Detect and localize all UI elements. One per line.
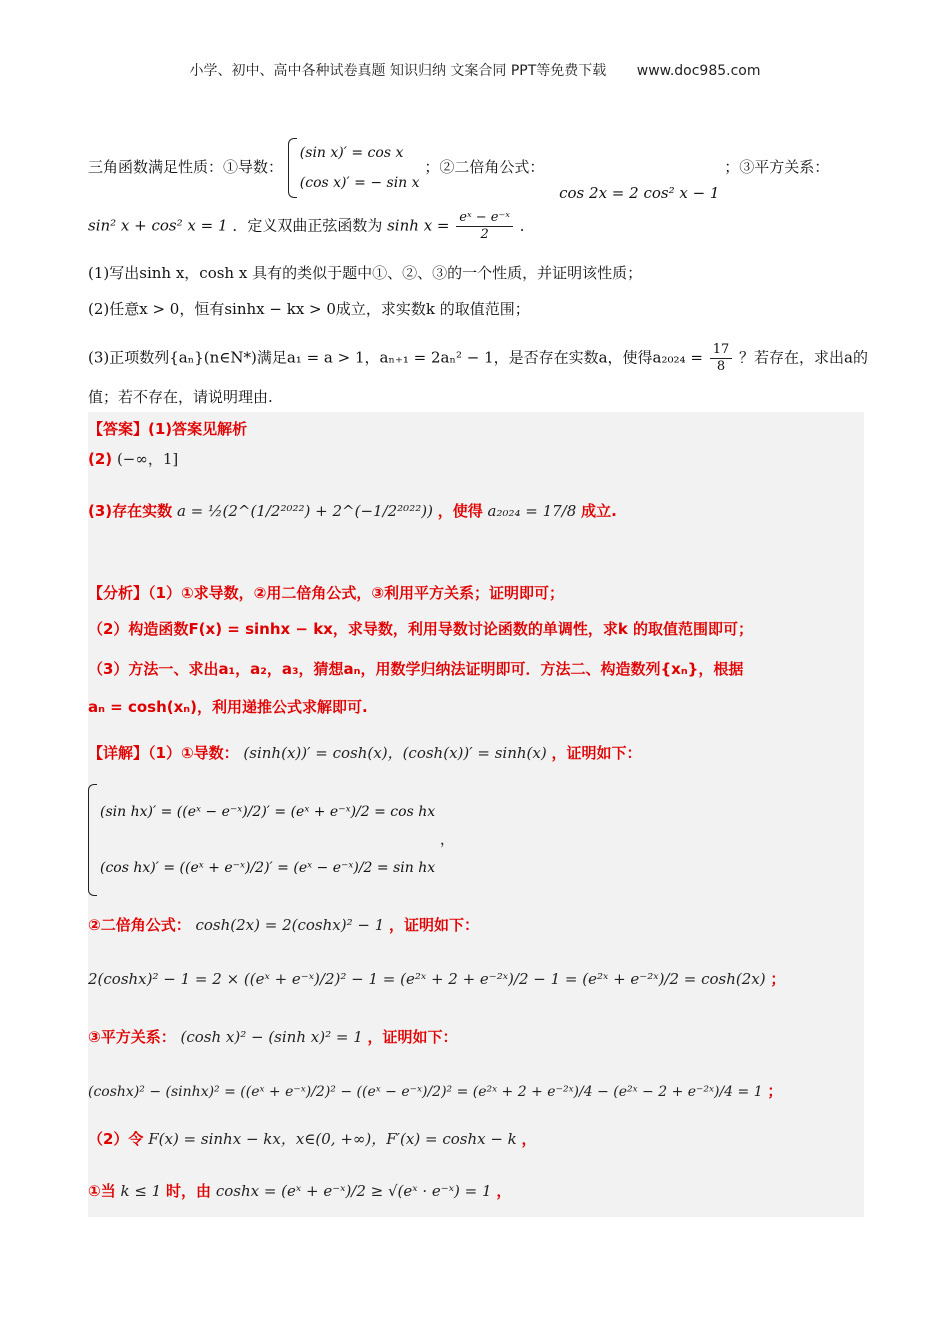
part-1: (1)写出sinh x，cosh x 具有的类似于题中①、②、③的一个性质，并证明该性质；	[88, 264, 643, 282]
detail-case-1: ①当 k ≤ 1 时，由 coshx = (eˣ + e⁻ˣ)/2 ≥ √(eˣ · e⁻ˣ) = 1 ，	[88, 1182, 512, 1200]
square-formula: sin² x + cos² x = 1	[88, 216, 228, 235]
detail-part-2: （2）令 F(x) = sinhx − kx，x∈(0, +∞)，F′(x) = coshx − k ，	[88, 1130, 537, 1148]
question-line-1	[88, 138, 829, 202]
part-3-tail: ？若存在，求出a的	[739, 348, 868, 367]
part-3-text: (3)正项数列{aₙ}(n∈N*)满足a₁ = a > 1，aₙ₊₁ = 2aₙ² − 1，是否存在实数a，使得a₂₀₂₄ =	[88, 348, 703, 367]
define-text: ．定义双曲正弦函数为	[232, 216, 383, 235]
double-angle-text: ；②二倍角公式：	[424, 158, 545, 176]
derivative-system	[288, 138, 420, 198]
sinh-derivative: (sin hx)′ = ((eˣ − e⁻ˣ)/2)′ = (eˣ + e⁻ˣ)/2 = cos hx	[100, 804, 436, 820]
answer-2: (2) (−∞，1]	[88, 450, 179, 468]
detail-square-proof: (coshx)² − (sinhx)² = ((eˣ + e⁻ˣ)/2)² − ((eˣ − e⁻ˣ)/2)² = (e²ˣ + 2 + e⁻²ˣ)/4 − (e²ˣ − 2 + e⁻²ˣ)/4 = 1 ；	[88, 1082, 783, 1100]
header-text: 小学、初中、高中各种试卷真题 知识归纳 文案合同 PPT等免费下载	[189, 63, 607, 79]
detail-double-angle: ②二倍角公式： cosh(2x) = 2(coshx)² − 1 ，证明如下：	[88, 916, 480, 934]
answer-box	[88, 412, 864, 1217]
part-3-fraction: $\frac{17}{8}$	[710, 342, 733, 375]
detail-system: (sin hx)′ = ((eˣ − e⁻ˣ)/2)′ = (eˣ + e⁻ˣ)/2 = cos hx (cos hx)′ = ((eˣ + e⁻ˣ)/2)′ = (eˣ − e⁻ˣ)/2 = sin hx ，	[88, 784, 455, 896]
cosh-derivative: (cos hx)′ = ((eˣ + e⁻ˣ)/2)′ = (eˣ − e⁻ˣ)/2 = sin hx	[100, 860, 436, 876]
header-url: www.doc985.com	[636, 63, 761, 79]
page-header	[0, 60, 950, 80]
part-3-end: 值；若不存在，请说明理由.	[88, 388, 273, 406]
double-angle-formula: cos 2x = 2 cos² x − 1	[559, 184, 720, 202]
period: ．	[519, 216, 535, 235]
part-3	[88, 342, 868, 375]
answer-3: (3)存在实数 a = ½(2^(1/2²⁰²²) + 2^(−1/2²⁰²²)) ，使得 a₂₀₂₄ = 17/8 成立.	[88, 502, 617, 520]
sinh-fraction: $\frac{\text{eˣ − e⁻ˣ}}{2}$	[456, 210, 513, 243]
deriv-sin: (sin x)′ = cos x	[299, 145, 404, 161]
detail-square: ③平方关系： (cosh x)² − (sinh x)² = 1 ，证明如下：	[88, 1028, 458, 1046]
detail-1: 【详解】（1）①导数： (sinh(x))′ = cosh(x)，(cosh(x))′ = sinh(x) ，证明如下：	[88, 744, 642, 762]
answer-label: 【答案】(1)答案见解析	[88, 420, 248, 438]
intro-text: 三角函数满足性质：①导数：	[88, 158, 284, 176]
analysis-3: （3）方法一、求出a₁，a₂，a₃，猜想aₙ，用数学归纳法证明即可．方法二、构造数列{xₙ}，根据	[88, 660, 744, 678]
hyperbolic-derivative-system	[88, 784, 435, 896]
deriv-cos: (cos x)′ = − sin x	[299, 175, 420, 191]
analysis-4: aₙ = cosh(xₙ)，利用递推公式求解即可.	[88, 698, 368, 716]
question-line-2	[88, 210, 535, 243]
part-2: (2)任意x > 0，恒有sinhx − kx > 0成立，求实数k 的取值范围；	[88, 300, 530, 318]
square-text: ；③平方关系：	[724, 158, 830, 176]
analysis-label: 【分析】（1）①求导数，②用二倍角公式，③利用平方关系；证明即可；	[88, 584, 565, 602]
analysis-2: （2）构造函数F(x) = sinhx − kx，求导数，利用导数讨论函数的单调性，求k 的取值范围即可；	[88, 620, 754, 638]
sinh-lhs: sinh x =	[387, 216, 450, 235]
detail-double-angle-proof: 2(coshx)² − 1 = 2 × ((eˣ + e⁻ˣ)/2)² − 1 = (e²ˣ + 2 + e⁻²ˣ)/2 − 1 = (e²ˣ + e⁻²ˣ)/2 = cosh(2x) ；	[88, 970, 786, 988]
